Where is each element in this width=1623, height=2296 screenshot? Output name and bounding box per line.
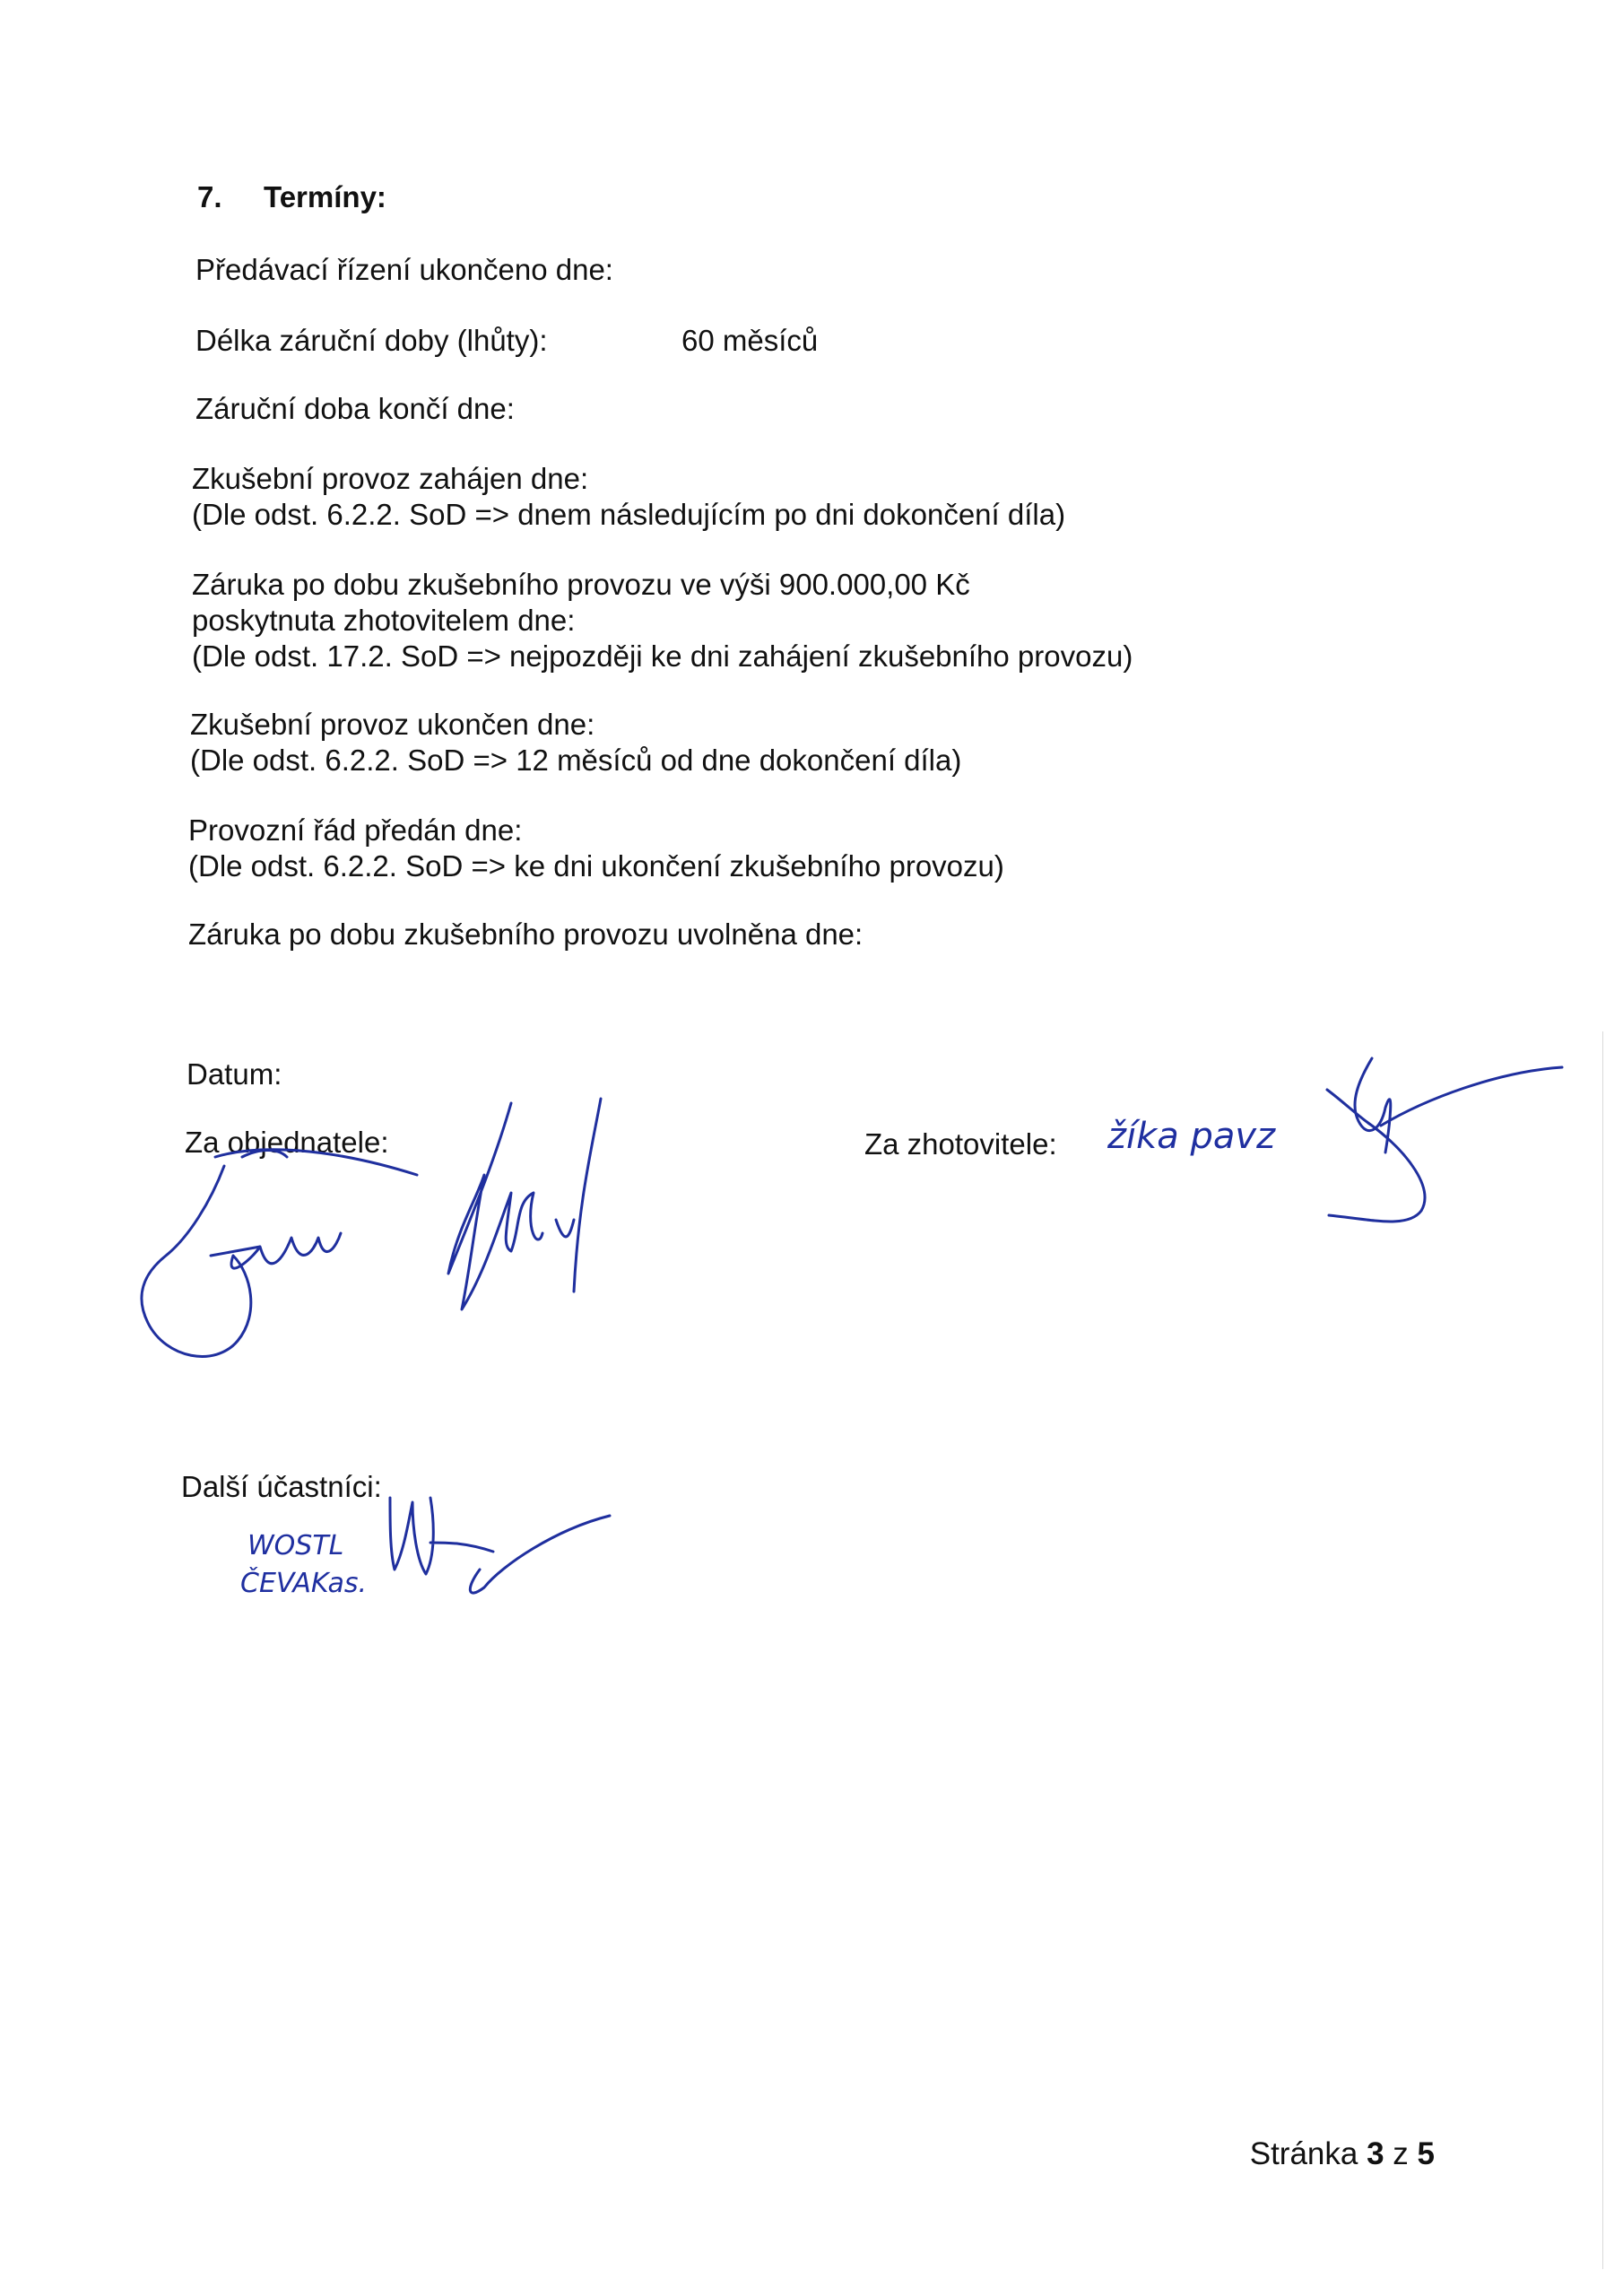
page-number-total: 5	[1417, 2136, 1435, 2171]
page-number	[1250, 2136, 1435, 2172]
participant-handwritten-2: ČEVAKas.	[240, 1568, 368, 1599]
participant-signature	[377, 1489, 619, 1605]
section-title: Termíny:	[264, 180, 386, 213]
warranty-end-field: Záruční doba končí dne:	[195, 392, 515, 425]
guarantee-line-2: poskytnuta zhotovitelem dne:	[192, 604, 576, 637]
trial-end-note: (Dle odst. 6.2.2. SoD => 12 měsíců od dne dokončení díla)	[190, 744, 962, 777]
guarantee-released-field: Záruka po dobu zkušebního provozu uvolněna dne:	[188, 918, 864, 951]
participant-handwritten-1: WOSTL	[247, 1530, 344, 1561]
date-label: Datum:	[187, 1057, 282, 1091]
trial-end-field: Zkušební provoz ukončen dne:	[190, 708, 595, 741]
warranty-length-label: Délka záruční doby (lhůty):	[195, 324, 548, 357]
contractor-label: Za zhotovitele:	[864, 1127, 1057, 1161]
client-label: Za objednatele:	[185, 1126, 389, 1159]
scan-edge-line	[1602, 1031, 1603, 2269]
guarantee-line-1: Záruka po dobu zkušebního provozu ve výši 900.000,00 Kč	[192, 568, 970, 601]
client-signature-1	[126, 1139, 430, 1372]
trial-start-note: (Dle odst. 6.2.2. SoD => dnem následujícím po dni dokončení díla)	[192, 498, 1066, 531]
guarantee-note: (Dle odst. 17.2. SoD => nejpozději ke dni zahájení zkušebního provozu)	[192, 639, 1133, 673]
trial-start-field: Zkušební provoz zahájen dne:	[192, 462, 589, 495]
operating-rules-note: (Dle odst. 6.2.2. SoD => ke dni ukončení zkušebního provozu)	[188, 849, 1004, 883]
contractor-handwritten-name: žíka pavz	[1107, 1116, 1276, 1157]
warranty-length-value: 60 měsíců	[681, 324, 819, 357]
contractor-signature	[1318, 1054, 1569, 1233]
operating-rules-field: Provozní řád předán dne:	[188, 813, 523, 847]
section-number: 7.	[197, 180, 222, 213]
other-participants-label: Další účastníci:	[181, 1470, 382, 1503]
handover-field: Předávací řízení ukončeno dne:	[195, 253, 613, 286]
page-number-separator: z	[1393, 2136, 1409, 2171]
client-signature-2	[421, 1094, 646, 1336]
page-number-current: 3	[1367, 2136, 1384, 2171]
page-number-prefix: Stránka	[1249, 2136, 1358, 2171]
section-heading	[197, 179, 386, 215]
